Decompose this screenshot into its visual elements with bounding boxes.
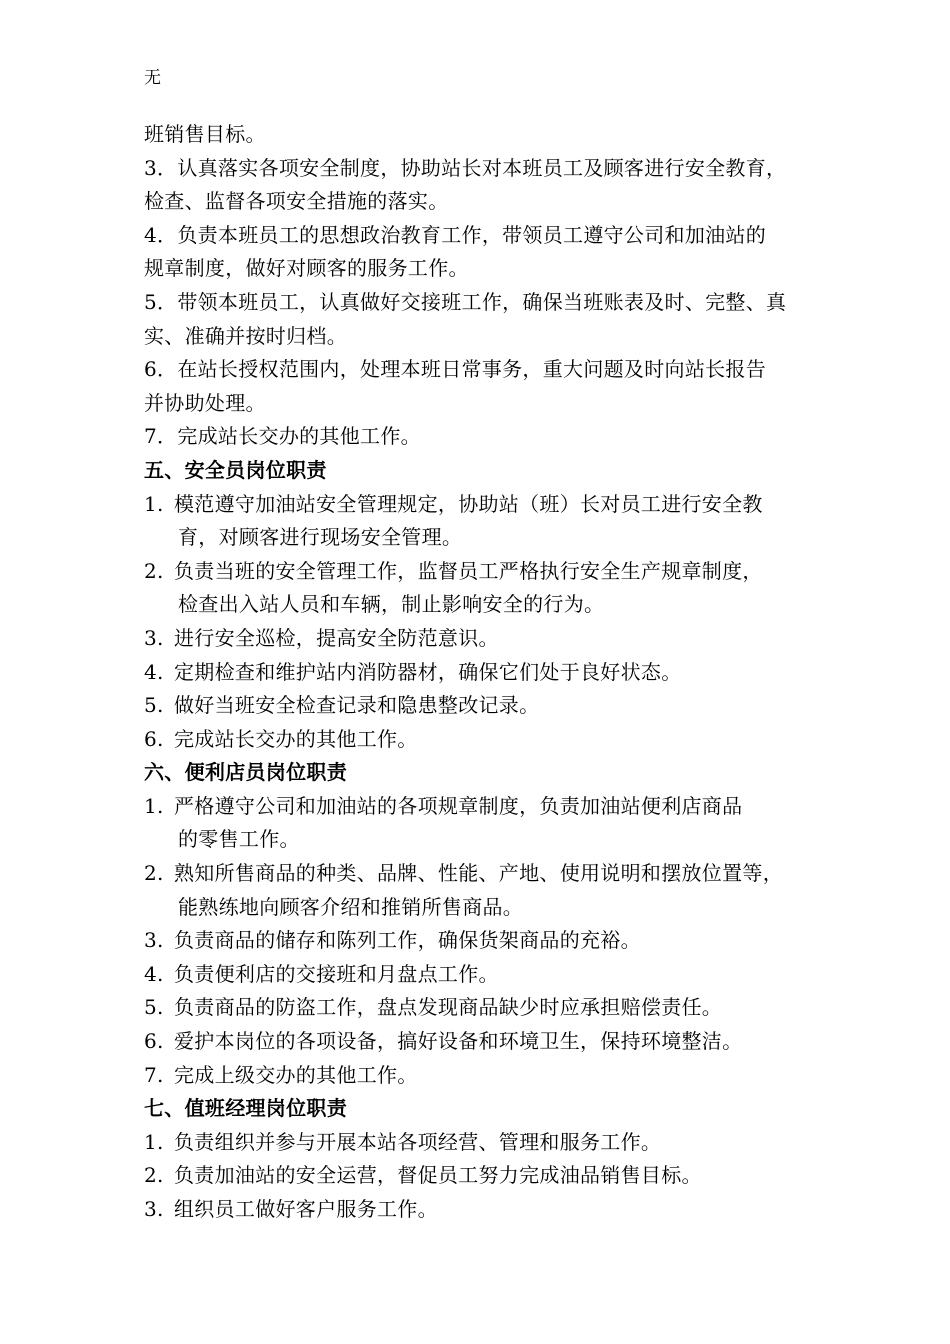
text-line: 并协助处理。	[144, 390, 266, 415]
item-number: 3.	[144, 625, 164, 650]
section-safety-officer	[144, 454, 824, 756]
item-text: 完成站长交办的其他工作。	[174, 726, 418, 751]
item-number: 1.	[144, 793, 164, 818]
item-number: 2.	[144, 558, 164, 583]
document-body	[144, 118, 824, 1227]
text-line: 规章制度，做好对顾客的服务工作。	[144, 256, 469, 281]
intro-paragraphs	[144, 118, 824, 454]
list-item	[144, 555, 824, 589]
text-line: 6．在站长授权范围内，处理本班日常事务，重大问题及时向站长报告	[144, 357, 767, 382]
list-item	[144, 1159, 824, 1193]
text-line: 4．负责本班员工的思想政治教育工作，带领员工遵守公司和加油站的	[144, 222, 767, 247]
list-item	[144, 790, 824, 824]
list-item	[144, 1059, 824, 1093]
item-number: 5.	[144, 693, 164, 718]
item-continuation: 育，对顾客进行现场安全管理。	[178, 525, 463, 550]
item-text: 负责商品的防盗工作，盘点发现商品缺少时应承担赔偿责任。	[174, 995, 723, 1020]
item-text: 熟知所售商品的种类、品牌、性能、产地、使用说明和摆放位置等，	[174, 861, 783, 886]
item-text: 负责当班的安全管理工作，监督员工严格执行安全生产规章制度，	[174, 558, 763, 583]
list-item	[144, 924, 824, 958]
item-continuation: 能熟练地向顾客介绍和推销所售商品。	[178, 894, 524, 919]
item-text: 定期检查和维护站内消防器材，确保它们处于良好状态。	[174, 659, 682, 684]
section-heading: 五、安全员岗位职责	[144, 457, 327, 482]
item-text: 进行安全巡检，提高安全防范意识。	[174, 625, 499, 650]
text-line: 检查、监督各项安全措施的落实。	[144, 189, 449, 214]
text-line: 实、准确并按时归档。	[144, 323, 347, 348]
list-item	[144, 991, 824, 1025]
item-number: 4.	[144, 659, 164, 684]
list-item	[144, 723, 824, 757]
list-item	[144, 488, 824, 522]
text-line: 5．带领本班员工，认真做好交接班工作，确保当班账表及时、完整、真	[144, 289, 787, 314]
item-number: 1.	[144, 491, 164, 516]
item-number: 4.	[144, 961, 164, 986]
section-duty-manager	[144, 1092, 824, 1226]
item-number: 5.	[144, 995, 164, 1020]
item-text: 模范遵守加油站安全管理规定，协助站（班）长对员工进行安全教	[174, 491, 763, 516]
item-text: 组织员工做好客户服务工作。	[174, 1197, 438, 1221]
item-number: 2.	[144, 1163, 164, 1188]
item-number: 1.	[144, 1129, 164, 1154]
item-number: 6.	[144, 1029, 164, 1054]
list-item	[144, 1126, 824, 1160]
page-header: 无	[144, 68, 161, 88]
list-item	[144, 1193, 824, 1227]
item-continuation: 检查出入站人员和车辆，制止影响安全的行为。	[178, 592, 605, 617]
list-item	[144, 857, 824, 891]
item-text: 做好当班安全检查记录和隐患整改记录。	[174, 693, 540, 718]
list-item	[144, 622, 824, 656]
item-text: 严格遵守公司和加油站的各项规章制度，负责加油站便利店商品	[174, 793, 743, 818]
item-number: 6.	[144, 726, 164, 751]
item-text: 负责商品的储存和陈列工作，确保货架商品的充裕。	[174, 928, 641, 953]
section-heading: 七、值班经理岗位职责	[144, 1096, 347, 1121]
item-number: 3.	[144, 928, 164, 953]
text-line: 7．完成站长交办的其他工作。	[144, 424, 421, 449]
item-text: 爱护本岗位的各项设备，搞好设备和环境卫生，保持环境整洁。	[174, 1029, 743, 1054]
section-heading: 六、便利店员岗位职责	[144, 760, 347, 785]
item-text: 完成上级交办的其他工作。	[174, 1062, 418, 1087]
item-number: 7.	[144, 1062, 164, 1087]
item-text: 负责加油站的安全运营，督促员工努力完成油品销售目标。	[174, 1163, 702, 1188]
item-continuation: 的零售工作。	[178, 827, 300, 852]
list-item	[144, 656, 824, 690]
item-text: 负责组织并参与开展本站各项经营、管理和服务工作。	[174, 1129, 662, 1154]
item-text: 负责便利店的交接班和月盘点工作。	[174, 961, 499, 986]
list-item	[144, 1025, 824, 1059]
item-number: 3.	[144, 1197, 164, 1221]
list-item	[144, 689, 824, 723]
list-item	[144, 958, 824, 992]
text-line: 3．认真落实各项安全制度，协助站长对本班员工及顾客进行安全教育，	[144, 155, 787, 180]
item-number: 2.	[144, 861, 164, 886]
section-store-clerk	[144, 756, 824, 1092]
text-line: 班销售目标。	[144, 122, 266, 146]
